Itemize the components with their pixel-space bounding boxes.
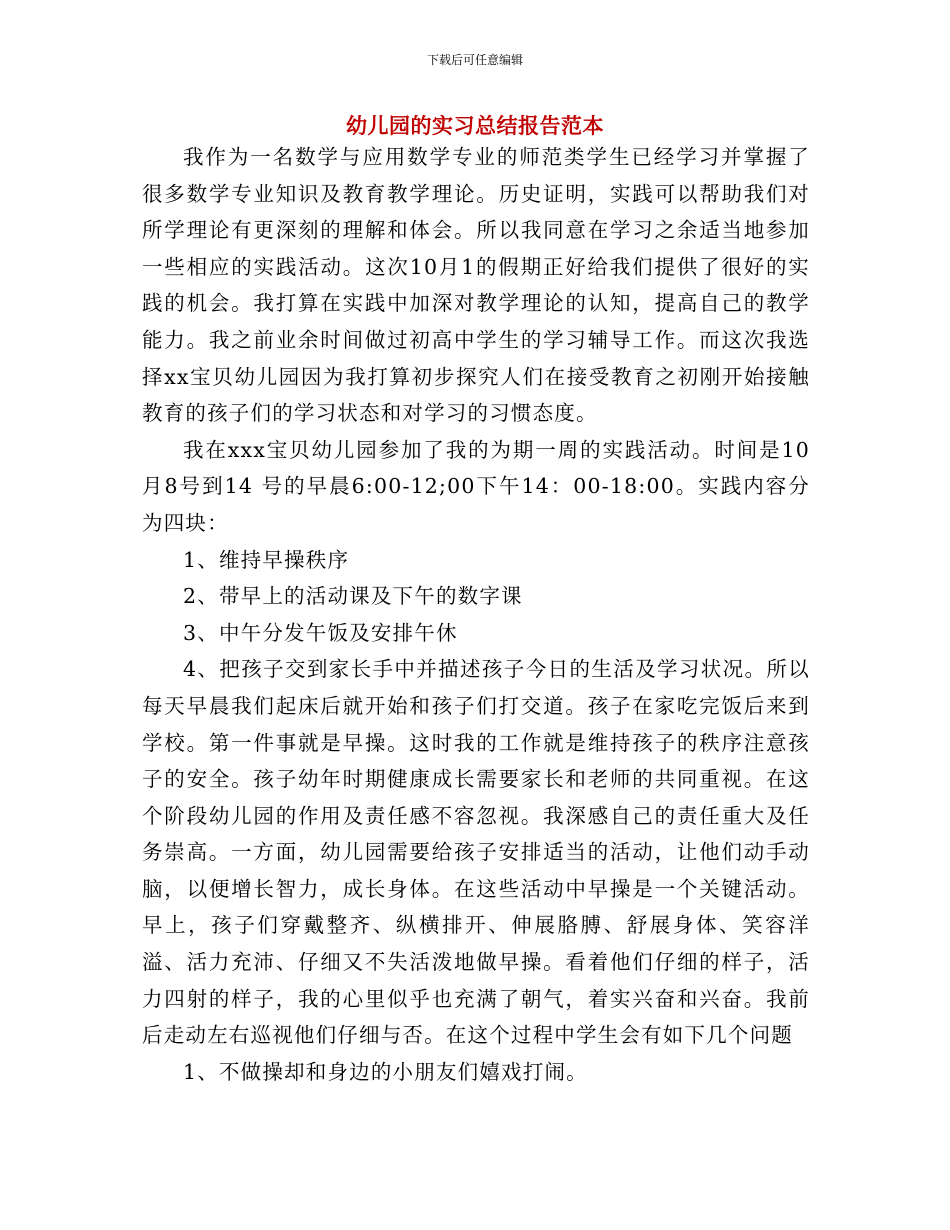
paragraph-item-4: 4、把孩子交到家长手中并描述孩子今日的生活及学习状况。所以每天早晨我们起床后就开始和孩子们打交道。孩子在家吃完饭后来到学校。第一件事就是早操。这时我的工作就是维持孩子的秩序注意孩子的安全。孩子幼年时期健康成长需要家长和老师的共同重视。在这个阶段幼儿园的作用及责任感不容忽视。我深感自己的责任重大及任务崇高。一方面，幼儿园需要给孩子安排适当的活动，让他们动手动脑，以便增长智力，成长身体。在这些活动中早操是一个关键活动。早上，孩子们穿戴整齐、纵横排开、伸展胳膊、舒展身体、笑容洋溢、活力充沛、仔细又不失活泼地做早操。看着他们仔细的样子，活力四射的样子，我的心里似乎也充满了朝气，着实兴奋和兴奋。我前后走动左右巡视他们仔细与否。在这个过程中学生会有如下几个问题 bbox=[142, 657, 810, 1048]
header-note: 下载后可任意编辑 bbox=[426, 53, 523, 67]
list-item: 2、带早上的活动课及下午的数字课 bbox=[183, 584, 523, 609]
paragraph-intro: 我作为一名数学与应用数学专业的师范类学生已经学习并掌握了很多数学专业知识及教育教学理论。历史证明，实践可以帮助我们对所学理论有更深刻的理解和体会。所以我同意在学习之余适当地参加一些相应的实践活动。这次10月1的假期正好给我们提供了很好的实践的机会。我打算在实践中加深对教学理论的认知，提高自己的教学能力。我之前业余时间做过初高中学生的学习辅导工作。而这次我选择xx宝贝幼儿园因为我打算初步探究人们在接受教育之初刚开始接触教育的孩子们的学习状态和对学习的习惯态度。 bbox=[142, 145, 810, 426]
list-item: 3、中午分发午饭及安排午休 bbox=[183, 620, 458, 645]
document-title: 幼儿园的实习总结报告范本 bbox=[346, 114, 604, 138]
paragraph-schedule: 我在xxx宝贝幼儿园参加了我的为期一周的实践活动。时间是10月8号到14 号的早晨6:00-12;00下午14：00-18:00。实践内容分为四块： bbox=[142, 437, 810, 535]
document-body bbox=[142, 139, 810, 1090]
list-item: 1、维持早操秩序 bbox=[183, 547, 350, 572]
problem-item: 1、不做操却和身边的小朋友们嬉戏打闹。 bbox=[183, 1059, 588, 1084]
